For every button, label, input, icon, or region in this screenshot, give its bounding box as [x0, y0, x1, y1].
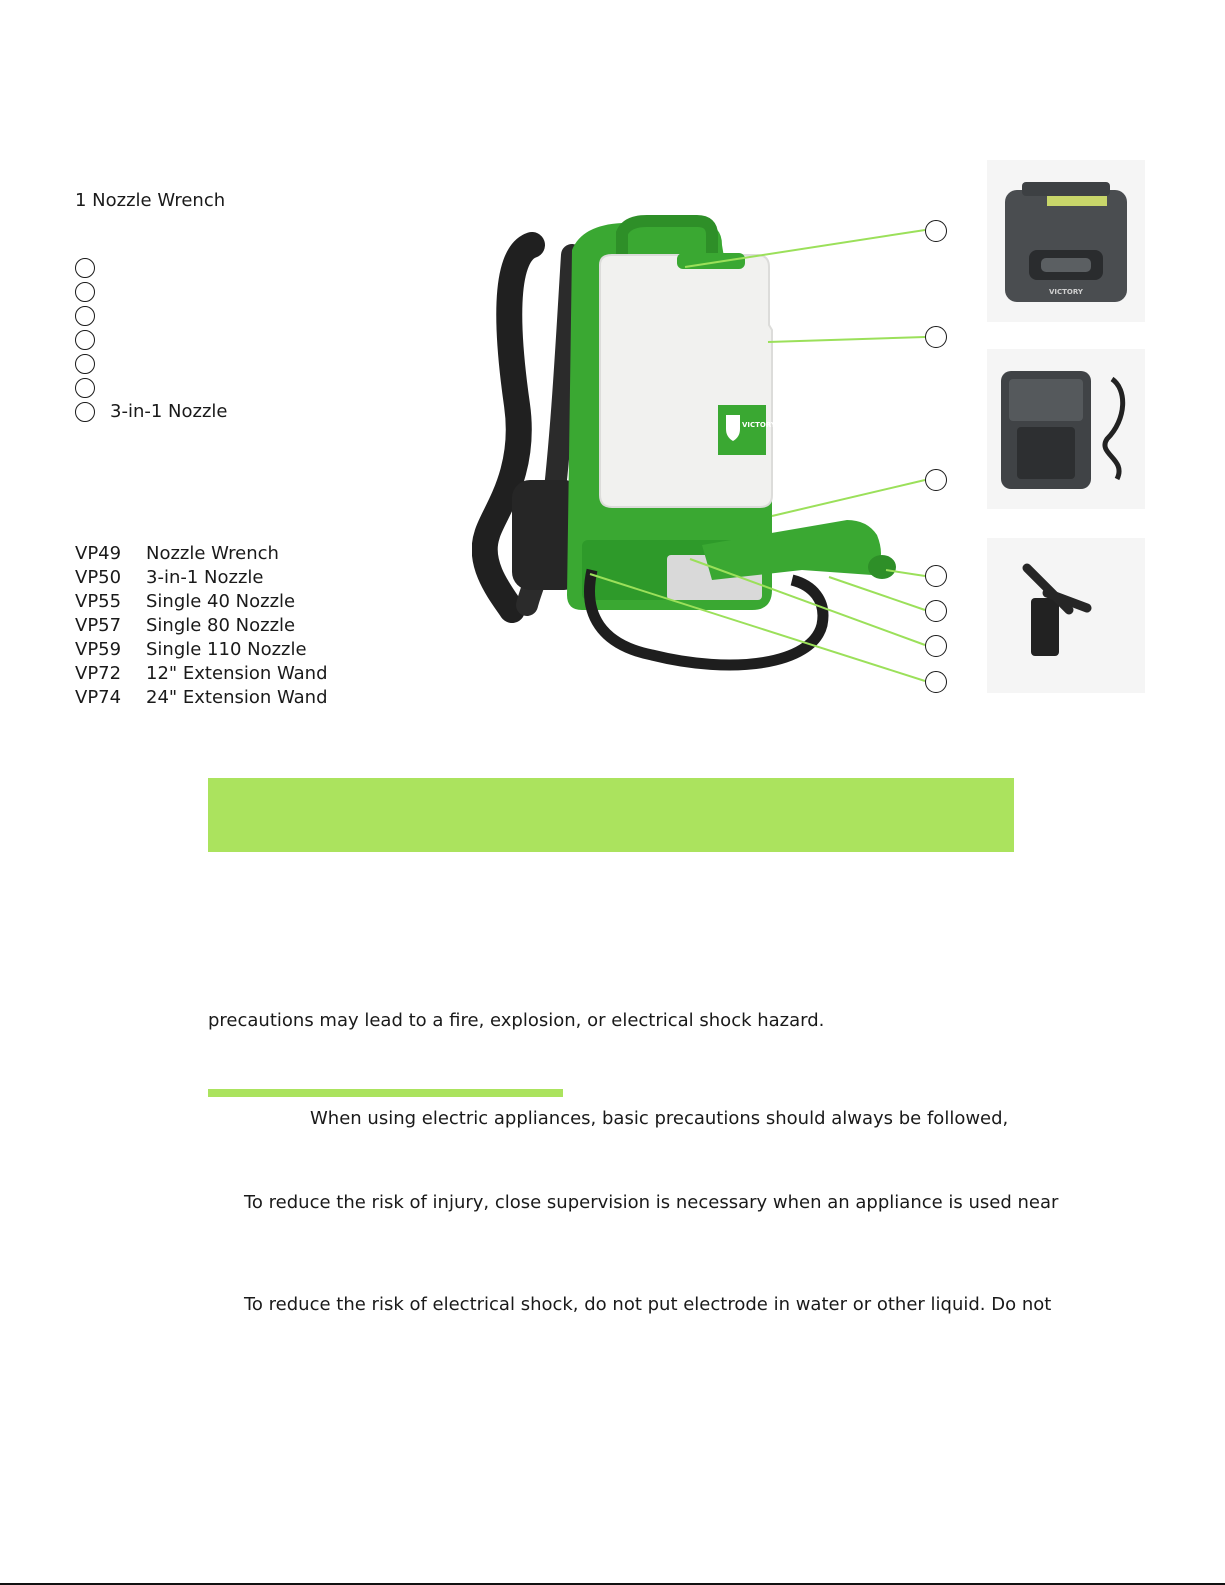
callout-circle-6: [925, 635, 947, 657]
callout-circle-1: [925, 220, 947, 242]
included-item-text: 1 Nozzle Wrench: [75, 190, 226, 211]
part-name: Single 110 Nozzle: [146, 638, 307, 660]
callout-line-1: [685, 230, 925, 267]
charger-panel: [1009, 379, 1083, 421]
legend-item-3in1-nozzle: 3-in-1 Nozzle: [110, 401, 228, 422]
basic-precautions-text: When using electric appliances, basic precautions should always be followed,: [310, 1108, 1009, 1129]
wrench-body: [1031, 598, 1059, 656]
part-name: 3-in-1 Nozzle: [146, 566, 264, 588]
part-code: VP55: [75, 590, 122, 612]
callout-circle-5: [925, 600, 947, 622]
battery-body: [1005, 190, 1127, 302]
part-code: VP57: [75, 614, 122, 636]
callout-circle-2: [925, 326, 947, 348]
part-name: 24" Extension Wand: [146, 686, 328, 708]
part-code: VP72: [75, 662, 122, 684]
callout-line-2: [768, 337, 925, 342]
battery-brand-text: VICTORY: [1049, 288, 1083, 296]
callout-line-3: [772, 480, 925, 516]
battery-image: [987, 160, 1145, 322]
part-code: VP59: [75, 638, 122, 660]
callout-circle-7: [925, 671, 947, 693]
callout-circle-3: [925, 469, 947, 491]
callout-circle-4: [925, 565, 947, 587]
part-name: Single 80 Nozzle: [146, 614, 296, 636]
section-banner: [208, 778, 1014, 852]
battery-top: [1022, 182, 1110, 196]
precautions-line: precautions may lead to a fire, explosion, or electrical shock hazard.: [208, 1010, 825, 1031]
section-rule: [208, 1089, 563, 1097]
electrical-shock-text: To reduce the risk of electrical shock, do not put electrode in water or other liquid. Do not: [244, 1294, 1052, 1315]
battery-grip: [1041, 258, 1091, 272]
callout-line-6: [690, 559, 925, 645]
part-name: Single 40 Nozzle: [146, 590, 296, 612]
supervision-text: To reduce the risk of injury, close supervision is necessary when an appliance is used near: [244, 1192, 1059, 1213]
part-code: VP49: [75, 542, 122, 564]
charger-image: [987, 349, 1145, 509]
part-name: 12" Extension Wand: [146, 662, 328, 684]
part-name: Nozzle Wrench: [146, 542, 279, 564]
charger-dock: [1017, 427, 1075, 479]
nozzle-wrench-image: [987, 538, 1145, 693]
part-code: VP74: [75, 686, 122, 708]
part-code: VP50: [75, 566, 122, 588]
callout-line-4: [886, 570, 925, 576]
battery-label: [1047, 196, 1107, 206]
tank-brand-text: VICTORY: [742, 421, 776, 429]
callout-line-5: [829, 577, 925, 610]
charger-cord: [1105, 379, 1123, 479]
